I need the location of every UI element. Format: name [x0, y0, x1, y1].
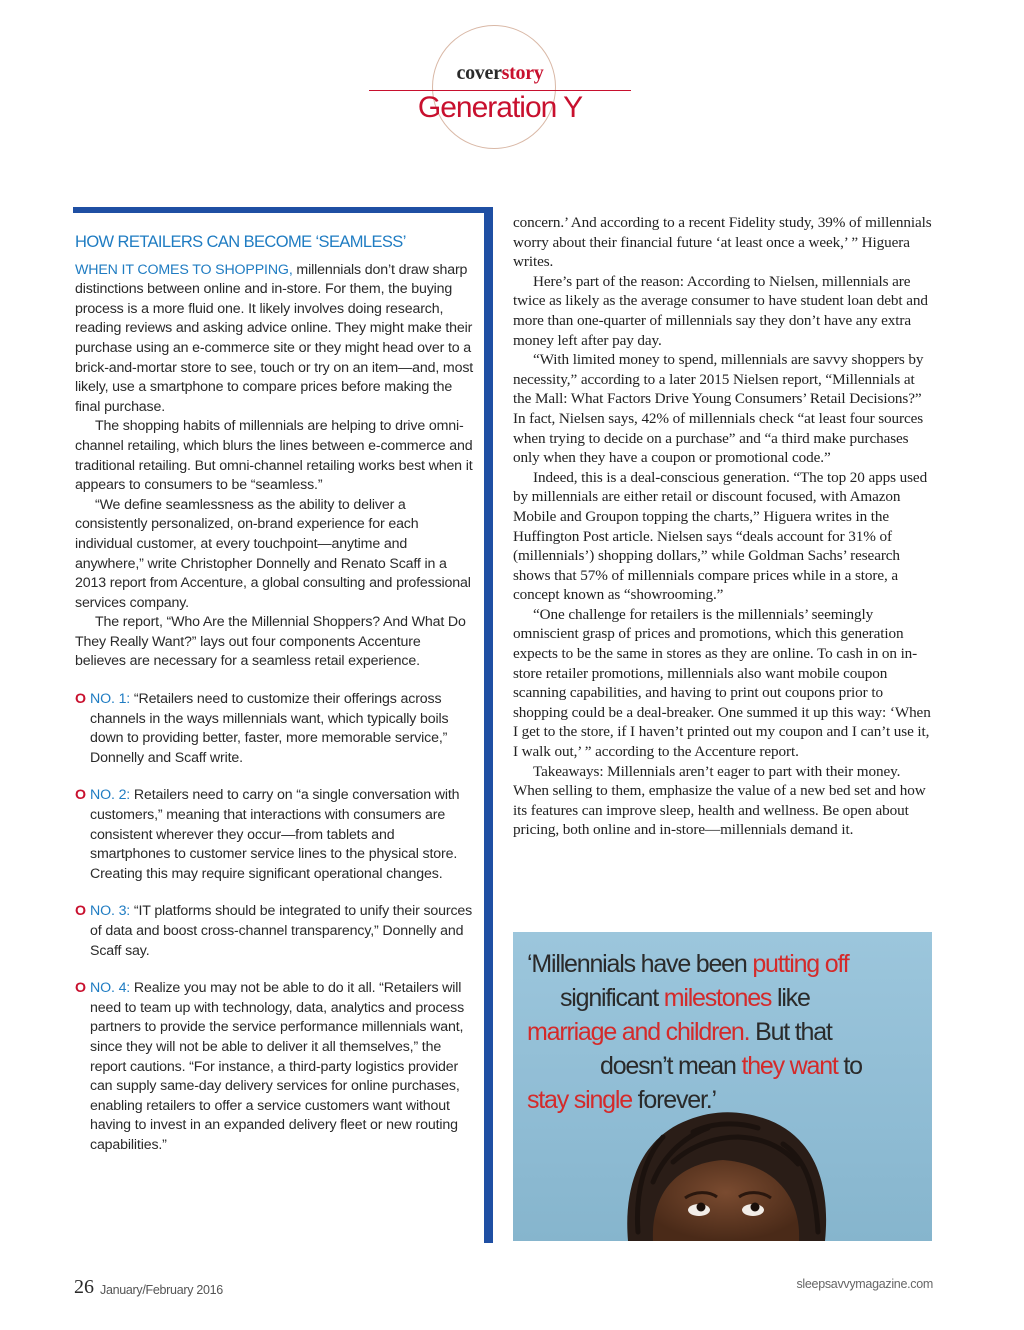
issue-date: January/February 2016	[100, 1283, 223, 1297]
sidebar-list-item	[75, 786, 475, 884]
pull-quote-box	[513, 932, 932, 1241]
pull-quote-line	[527, 1086, 716, 1115]
quote-highlight: stay single	[527, 1086, 632, 1114]
article-paragraph: Takeaways: Millennials aren’t eager to part with their money. When selling to them, emphasize the value of a new bed set and how its features can improve sleep, health and wellness. Be open about pricing, both online and in-store—millennials demand it.	[513, 762, 926, 839]
sidebar-lead-in: WHEN IT COMES TO SHOPPING,	[75, 261, 293, 278]
sidebar-paragraph: The report, “Who Are the Millennial Shoppers? And What Do They Really Want?” lays out four components Accenture believes are necessary for a seamless retail experience.	[75, 614, 466, 670]
item-number: NO. 2:	[90, 787, 131, 804]
quote-highlight: milestones	[663, 984, 772, 1012]
pull-quote-line	[527, 1018, 832, 1047]
article-paragraph: concern.’ And according to a recent Fidelity study, 39% of millennials worry about their financial future ‘at least once a week,’ ” Higuera writes.	[513, 214, 932, 271]
kicker-cover: cover	[456, 62, 502, 84]
sidebar-paragraph-text: millennials don’t draw sharp distinctions between online and in-store. For them, the buying process is a more fluid one. It likely involves doing research, reading reviews and asking advice online. They might make their purchase using an e-commerce site or they might head over to a brick-and-mortar store to see, touch or try on an item—and, most likely, use a smartphone to compare prices before making the final purchase.	[75, 261, 474, 415]
bullet-icon: O	[75, 903, 86, 920]
header-circle-ornament	[432, 25, 556, 149]
item-text: “IT platforms should be integrated to unify their sources of data and boost cross-channel transparency,” Donnelly and Scaff say.	[90, 903, 473, 959]
sidebar-top-rule	[73, 207, 493, 213]
sidebar-paragraph: “We define seamlessness as the ability to deliver a consistently personalized, on-brand experience for each individual customer, at every touchpoint—anytime and anywhere,” write Christopher Donnelly and Renato Scaff in a 2013 report from Accenture, a global consulting and professional services company.	[75, 496, 471, 611]
pull-quote-line	[600, 1052, 862, 1081]
quote-highlight: marriage and children.	[527, 1018, 750, 1046]
quote-text: ‘Millennials have been	[527, 950, 753, 978]
kicker-story: story	[501, 62, 544, 84]
article-body	[513, 213, 933, 840]
article-paragraph: “One challenge for retailers is the millennials’ seemingly omniscient grasp of prices and promotions, which this generation expects to be the same in stores as they are online. To cash in on in-store retailer promotions, millennials also want mobile coupon scanning capabilities, and having to print out coupons prior to shopping could be a deal-breaker. One summed it up this way: ‘When I get to the store, if I haven’t printed out my coupon and I can’t use it, I walk out,’ ” according to the Accenture report.	[513, 605, 931, 761]
sidebar	[75, 233, 475, 1156]
article-paragraph: “With limited money to spend, millennials are savvy shoppers by necessity,” according to a later 2015 Nielsen report, “Millennials at the Mall: What Factors Drive Young Consumers’ Retail Decisions?” In fact, Nielsen says, 42% of millennials check “at least four sources when trying to decide on a purchase” and “a third make purchases only when they have a coupon or promotional code.”	[513, 351, 924, 467]
quote-text: doesn’t mean	[600, 1052, 742, 1080]
item-text: Retailers need to carry on “a single conversation with customers,” meaning that interactions with consumers are consistent wherever they occur—from tablets and smartphones to customer service lines to the physical store. Creating this may require significant operational changes.	[90, 787, 460, 882]
article-paragraph: Here’s part of the reason: According to Nielsen, millennials are twice as likely as the average consumer to have student loan debt and more than one-quarter of millennials say they don’t have any extra money left after pay day.	[513, 272, 928, 349]
section-kicker	[369, 62, 631, 85]
item-number: NO. 1:	[90, 691, 131, 708]
item-text: Realize you may not be able to do it all. “Retailers will need to team up with technology, data, analytics and process partners to provide the service performance millennials want, since they will not be able to deliver it all themselves,” the report cautions. “For instance, a third-party logistics provider can supply same-day delivery services for online purchases, enabling retailers to offer a service customers want without having to invest in an expanded delivery fleet or new routing capabilities.”	[90, 980, 465, 1153]
sidebar-list-item	[75, 979, 475, 1155]
sidebar-right-rule	[484, 207, 493, 1243]
quote-text: But that	[749, 1018, 832, 1046]
quote-highlight: putting off	[752, 950, 849, 978]
quote-text: significant	[560, 984, 664, 1012]
sidebar-paragraph: The shopping habits of millennials are helping to drive omni-channel retailing, which blurs the lines between e-commerce and traditional retailing. But omni-channel retailing works best when it appears to consumers to be “seamless.”	[75, 418, 473, 494]
item-number: NO. 4:	[90, 980, 131, 997]
quote-text: like	[771, 984, 810, 1012]
sidebar-list-item	[75, 902, 475, 961]
section-title: Generation Y	[417, 91, 583, 124]
pull-quote-line	[560, 984, 810, 1013]
article-paragraph: Indeed, this is a deal-conscious generation. “The top 20 apps used by millennials are either retail or discount focused, with Amazon Mobile and Groupon topping the charts,” Higuera writes in the Huffington Post article. Nielsen says “deals account for 31% of (millennials’) shopping dollars,” while Goldman Sachs’ research shows that 57% of millennials compare prices while in a store, a concept known as “showrooming.”	[513, 468, 928, 604]
sidebar-list-item	[75, 690, 475, 768]
website-url: sleepsavvymagazine.com	[796, 1277, 933, 1291]
bullet-icon: O	[75, 691, 86, 708]
sidebar-title: HOW RETAILERS CAN BECOME ‘SEAMLESS’	[75, 233, 406, 251]
bullet-icon: O	[75, 787, 86, 804]
item-number: NO. 3:	[90, 903, 131, 920]
page-number: 26	[74, 1276, 94, 1298]
item-text: “Retailers need to customize their offerings across channels in the ways millennials want, which typically boils down to providing better, faster, more memorable service,” Donnelly and Scaff write.	[90, 691, 449, 766]
bullet-icon: O	[75, 980, 86, 997]
quote-highlight: they want	[741, 1052, 838, 1080]
sidebar-paragraph	[75, 261, 475, 418]
pull-quote-line	[527, 950, 849, 979]
quote-text: to	[837, 1052, 862, 1080]
quote-text: forever.’	[631, 1086, 716, 1114]
